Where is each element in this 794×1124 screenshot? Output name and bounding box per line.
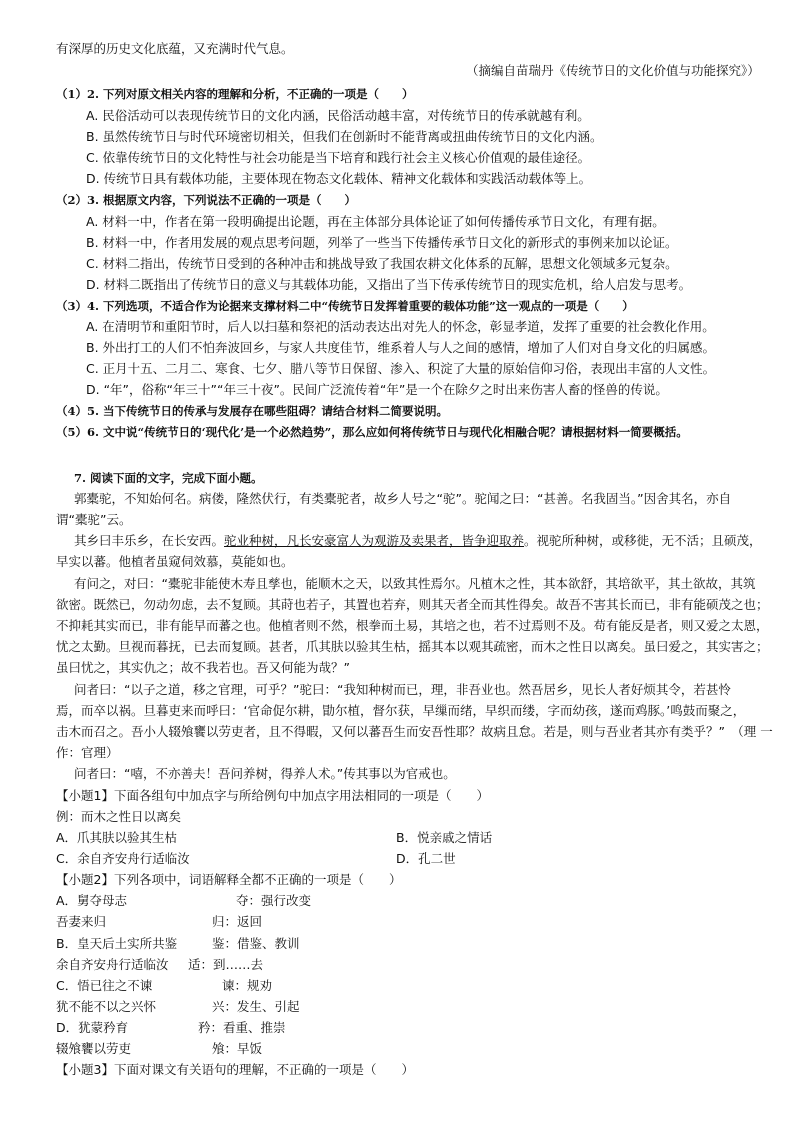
subquestion-2-stem: 【小题2】下列各项中，词语解释全都不正确的一项是（ ） [56, 872, 402, 887]
passage-line: 谓“橐驼”云。 [56, 512, 132, 527]
subquestion-2-option-c-word: 犹不能不以之兴怀 [56, 999, 157, 1014]
subquestion-3-stem: 【小题3】下面对课文有关语句的理解，不正确的一项是（ ） [56, 1062, 414, 1077]
question-3-option-a: A. 在清明节和重阳节时，后人以扫墓和祭祀的活动表达出对先人的怀念，彰显孝道，发挥了重要的社会教化作用。 [86, 319, 715, 334]
subquestion-2-option-c-gloss: 谏：规劝 [222, 978, 273, 993]
passage-line: 问者曰：“嘻，不亦善夫！吾问养树，得养人术。”传其事以为官戒也。 [74, 766, 456, 781]
subquestion-1-option-d: D．孔二世 [396, 851, 456, 866]
question-2-option-c: C. 材料二指出，传统节日受到的各种冲击和挑战导致了我国农耕文化体系的瓦解，思想文化领域多元复杂。 [86, 256, 678, 271]
passage-line: 虽曰忧之，其实仇之；故不我若也。吾又何能为哉？” [56, 660, 350, 675]
passage-line: 欲密。既然已，勿动勿虑，去不复顾。其莳也若子，其置也若弃，则其天者全而其性得矣。故吾不害其长而已，非有能硕茂之也； [56, 597, 769, 612]
passage-continuation: 有深厚的历史文化底蕴，又充满时代气息。 [56, 41, 294, 56]
passage-line: 作：官理） [56, 745, 119, 760]
question-1-stem: （1）2. 下列对原文相关内容的理解和分析，不正确的一项是（ ） [56, 87, 414, 101]
subquestion-2-option-a-gloss: 夺：强行改变 [236, 893, 312, 908]
question-1-option-c: C. 依靠传统节日的文化特性与社会功能是当下培育和践行社会主义核心价值观的最佳途径。 [86, 150, 591, 165]
underlined-sentence: 驼业种树，凡长安豪富人为观游及卖果者，皆争迎取养 [224, 533, 525, 548]
question-4-stem: （4）5. 当下传统节日的传承与发展存在哪些阻碍？请结合材料二简要说明。 [56, 404, 449, 418]
subquestion-2-option-b-gloss: 适：到……去 [188, 957, 264, 972]
question-1-option-d: D. 传统节日具有载体功能，主要体现在物态文化载体、精神文化载体和实践活动载体等上。 [86, 171, 592, 186]
subquestion-2-option-d-gloss: 飧：早饭 [212, 1041, 263, 1056]
passage-line: 问者曰：“以子之道，移之官理，可乎？”驼曰：“我知种树而已，理，非吾业也。然吾居乡，见长人者好烦其令，若甚怜 [74, 682, 731, 697]
question-2-option-b: B. 材料一中，作者用发展的观点思考问题，列举了一些当下传播传承节日文化的新形式的事例来加以论证。 [86, 235, 678, 250]
question-5-stem: （5）6. 文中说“传统节日的‘现代化’是一个必然趋势”，那么应如何将传统节日与现代化相融合呢？请根据材料一简要概括。 [56, 425, 688, 439]
subquestion-1-option-b: B．悦亲戚之情话 [396, 830, 493, 845]
section-7-title: 7. 阅读下面的文字，完成下面小题。 [74, 471, 263, 485]
question-3-option-c: C. 正月十五、二月二、寒食、七夕、腊八等节日保留、渗入、积淀了大量的原始信仰习俗，表现出丰富的人文性。 [86, 361, 716, 376]
passage-line: 焉，而卒以祸。旦暮吏来而呼曰：‘官命促尔耕，勖尔植，督尔获，早缫而绪，早织而缕，字而幼孩，遂而鸡豚。’鸣鼓而聚之， [56, 703, 746, 718]
passage-line: 忧之太勤。旦视而暮抚，已去而复顾。甚者，爪其肤以验其生枯，摇其本以观其疏密，而木之性日以离矣。虽曰爱之，其实害之； [56, 639, 769, 654]
passage-line: 不抑耗其实而已，非有能早而蕃之也。他植者则不然，根拳而土易，其培之也，若不过焉则不及。苟有能反是者，则又爱之太恩， [56, 618, 769, 633]
subquestion-2-option-c-word: C．悟已往之不谏 [56, 978, 153, 993]
question-1-option-a: A. 民俗活动可以表现传统节日的文化内涵，民俗活动越丰富，对传统节日的传承就越有利。 [86, 108, 590, 123]
question-2-option-a: A. 材料一中，作者在第一段明确提出论题，再在主体部分具体论证了如何传播传承节日文化，有理有据。 [86, 214, 665, 229]
subquestion-2-option-d-word: 辍飧饔以劳吏 [56, 1041, 132, 1056]
subquestion-1-option-c: C．余自齐安舟行适临汝 [56, 851, 190, 866]
subquestion-2-option-b-word: B．皇天后土实所共鉴 [56, 936, 178, 951]
passage-line: 有问之，对曰：“橐驼非能使木寿且孳也，能顺木之天，以致其性焉尔。凡植木之性，其本欲舒，其培欲平，其土欲故，其筑 [74, 576, 756, 591]
passage-line: 早实以蕃。他植者虽窥伺效慕，莫能如也。 [56, 554, 294, 569]
subquestion-1-option-a: A．爪其肤以验其生枯 [56, 830, 178, 845]
subquestion-2-option-a-word: A．舅夺母志 [56, 893, 128, 908]
source-citation: （摘编自苗瑞丹《传统节日的文化价值与功能探究》） [466, 63, 760, 78]
question-3-option-b: B. 外出打工的人们不怕奔波回乡，与家人共度佳节，维系着人与人之间的感情，增加了人们对自身文化的归属感。 [86, 340, 716, 355]
subquestion-2-option-a-word: 吾妻来归 [56, 914, 107, 929]
question-3-option-d: D. “年”，俗称“年三十”“年三十夜”。民间广泛流传着“年”是一个在除夕之时出来伤害人畜的怪兽的传说。 [86, 382, 668, 397]
question-2-stem: （2）3. 根据原文内容，下列说法不正确的一项是（ ） [56, 193, 357, 207]
subquestion-2-option-a-gloss: 归：返回 [212, 914, 263, 929]
passage-line: 郭橐驼，不知始何名。病偻，隆然伏行，有类橐驼者，故乡人号之“驼”。驼闻之曰：“甚善。名我固当。”因舍其名，亦自 [74, 491, 732, 506]
subquestion-1-example: 例：而木之性日以离矣 [56, 809, 182, 824]
subquestion-1-stem: 【小题1】下面各组句中加点字与所给例句中加点字用法相同的一项是（ ） [56, 788, 489, 803]
question-1-option-b: B. 虽然传统节日与时代环境密切相关，但我们在创新时不能背离或扭曲传统节日的文化内涵。 [86, 129, 603, 144]
subquestion-2-option-d-gloss: 矜：看重、推崇 [198, 1020, 286, 1035]
subquestion-2-option-d-word: D．犹蒙矜育 [56, 1020, 129, 1035]
passage-line: 其乡曰丰乐乡，在长安西。驼业种树，凡长安豪富人为观游及卖果者，皆争迎取养。视驼所种树，或移徙，无不活；且硕茂， [74, 533, 762, 548]
question-2-option-d: D. 材料二既指出了传统节日的意义与其载体功能，又指出了当下传承传统节日的现实危机，给人启发与思考。 [86, 277, 692, 292]
subquestion-2-option-b-gloss: 鉴：借鉴、教训 [212, 936, 300, 951]
passage-line: 击木而召之。吾小人辍飧饔以劳吏者，且不得暇，又何以蕃吾生而安吾性耶？故病且怠。若是，则与吾业者其亦有类乎？” （理 一 [56, 724, 773, 739]
subquestion-2-option-b-word: 余自齐安舟行适临汝 [56, 957, 169, 972]
subquestion-2-option-c-gloss: 兴：发生、引起 [212, 999, 300, 1014]
question-3-stem: （3）4. 下列选项，不适合作为论据来支撑材料二中“传统节日发挥着重要的载体功能”这一观点的一项是（ ） [56, 299, 634, 313]
